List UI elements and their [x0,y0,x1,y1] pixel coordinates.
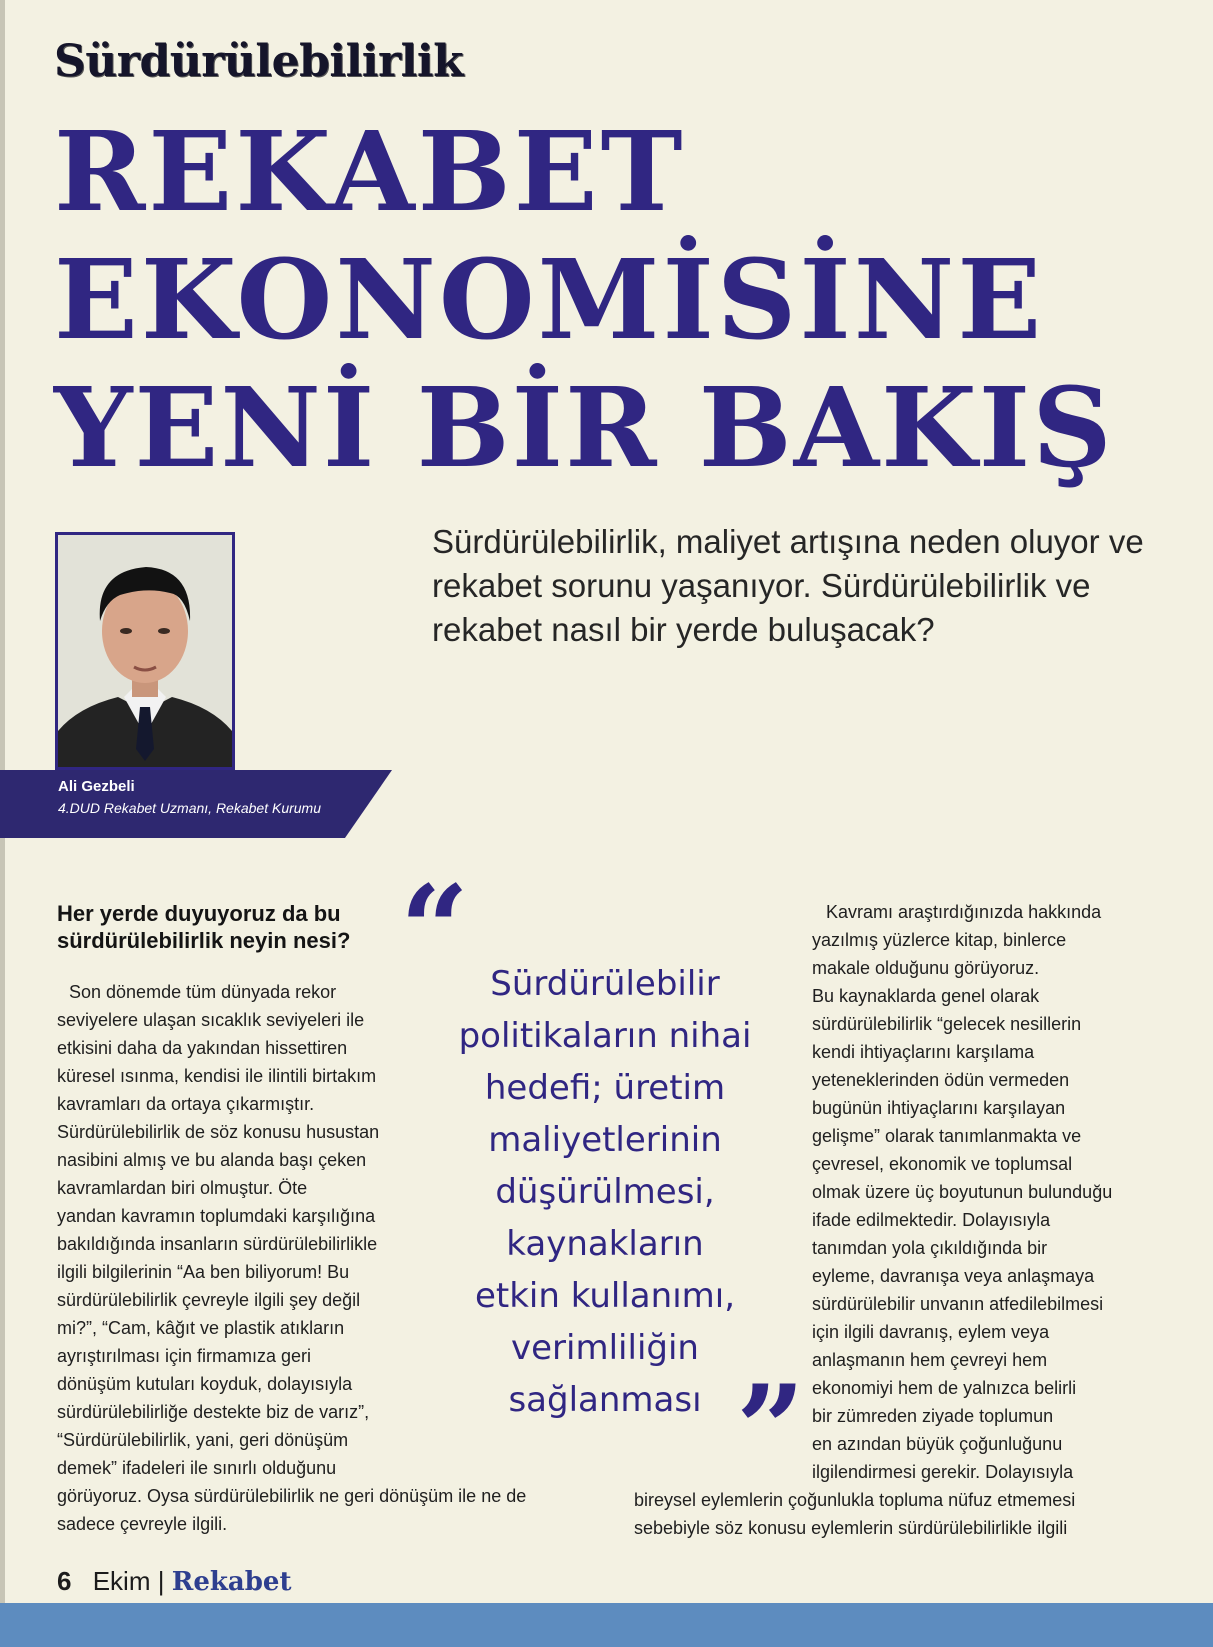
body-line: ilgili bilgilerinin “Aa ben biliyorum! Bu [57,1262,350,1282]
close-quote-mark: ” [736,1359,806,1500]
body-line: sürdürülebilirlik “gelecek nesillerin [812,1014,1082,1034]
body-line: olmak üzere üç boyutunun bulunduğu [812,1182,1113,1202]
body-line: yandan kavramın toplumdaki karşılığına [57,1206,376,1226]
section-label: Sürdürülebilirlik [54,36,464,87]
headline [54,108,1114,492]
issue-month: Ekim [92,1566,151,1596]
pull-quote-line: politikaların nihai [458,1016,752,1056]
body-line: kavramlardan biri olmuştur. Öte [57,1178,308,1198]
magazine-name: Rekabet [171,1567,292,1597]
body-line: bireysel eylemlerin çoğunlukla topluma nüfuz etmemesi [634,1490,1076,1510]
body-line: tanımdan yola çıkıldığında bir [812,1238,1048,1258]
body-line: Sürdürülebilirlik de söz konusu husustan [57,1122,380,1142]
body-line: görüyoruz. Oysa sürdürülebilirlik ne geri dönüşüm ile ne de [57,1486,527,1506]
pull-quote-line: maliyetlerinin [488,1120,722,1160]
body-line: gelişme” olarak tanımlanmakta ve [812,1126,1082,1146]
body-line: yazılmış yüzlerce kitap, binlerce [812,930,1067,950]
subheading: Her yerde duyuyoruz da bu sürdürülebilirlik neyin nesi? [57,901,351,953]
body-line: en azından büyük çoğunluğunu [812,1434,1063,1454]
body-line: bugünün ihtiyaçlarını karşılayan [812,1098,1066,1118]
pull-quote-line: kaynakların [506,1224,704,1264]
pull-quote-line: etkin kullanımı, [474,1276,736,1316]
body-line: ayrıştırılması için firmamıza geri [57,1346,312,1366]
footer-separator: | [157,1566,165,1596]
body-line: sadece çevreyle ilgili. [57,1514,228,1534]
body-line: bir zümreden ziyade toplumun [812,1406,1054,1426]
author-title: 4.DUD Rekabet Uzmanı, Rekabet Kurumu [58,800,321,816]
page-footer [57,1566,291,1597]
pull-quote-line: sağlanması [508,1380,702,1420]
pull-quote-line: hedefi; üretim [484,1068,726,1108]
body-line: anlaşmanın hem çevreyi hem [812,1350,1048,1370]
body-line: Bu kaynaklarda genel olarak [812,986,1040,1006]
body-line: Kavramı araştırdığınızda hakkında [826,902,1102,922]
body-line: nasibini almış ve bu alanda başı çeken [57,1150,367,1170]
body-line: ekonomiyi hem de yalnızca belirli [812,1378,1077,1398]
author-portrait-image [58,535,232,767]
author-photo [55,532,235,770]
body-line: “Sürdürülebilirlik, yani, geri dönüşüm [57,1430,349,1450]
body-line: makale olduğunu görüyoruz. [812,958,1040,978]
body-line: Son dönemde tüm dünyada rekor [69,982,337,1002]
open-quote-mark: “ [400,859,470,1000]
pull-quote-line: Sürdürülebilir [490,964,720,1004]
author-name: Ali Gezbeli [58,778,135,795]
body-line: çevresel, ekonomik ve toplumsal [812,1154,1073,1174]
body-line: sürdürülebilirlik çevreyle ilgili şey değil [57,1290,361,1310]
body-line: sürdürülebilirliğe destekte biz de varız”, [57,1402,370,1422]
body-line: mi?”, “Cam, kâğıt ve plastik atıkların [57,1318,345,1338]
body-line: sebebiyle söz konusu eylemlerin sürdürülebilirlikle ilgili [634,1518,1068,1538]
body-line: demek” ifadeleri ile sınırlı olduğunu [57,1458,337,1478]
body-line: yeteneklerinden ödün vermeden [812,1070,1070,1090]
body-line: seviyelere ulaşan sıcaklık seviyeleri ile [57,1010,365,1030]
body-line: kendi ihtiyaçlarını karşılama [812,1042,1035,1062]
headline-line-1: REKABET [54,107,686,236]
pull-quote [430,958,780,1426]
body-line: için ilgili davranış, eylem veya [812,1322,1050,1342]
pull-quote-line: düşürülmesi, [495,1172,715,1212]
right-column [812,898,1112,1486]
lead-paragraph: Sürdürülebilirlik, maliyet artışına neden oluyor ve rekabet sorunu yaşanıyor. Sürdürülebilirlik ve rekabet nasıl bir yerde buluşacak? [432,523,1144,648]
body-line: kavramları da ortaya çıkarmıştır. [57,1094,315,1114]
body-line: dönüşüm kutuları koyduk, dolayısıyla [57,1374,353,1394]
body-line: etkisini daha da yakından hissettiren [57,1038,348,1058]
pull-quote-line: verimliliğin [511,1328,699,1368]
body-line: bakıldığında insanların sürdürülebilirlikle [57,1234,378,1254]
body-line: ilgilendirmesi gerekir. Dolayısıyla [812,1462,1074,1482]
body-line: eyleme, davranışa veya anlaşmaya [812,1266,1095,1286]
bottom-color-band [0,1603,1213,1647]
body-line: küresel ısınma, kendisi ile ilintili birtakım [57,1066,377,1086]
headline-line-3: YENİ BİR BAKIŞ [54,363,1114,492]
body-line: ifade edilmektedir. Dolayısıyla [812,1210,1051,1230]
page-number: 6 [57,1566,72,1596]
headline-line-2: EKONOMİSİNE [54,235,1045,364]
body-line: sürdürülebilir unvanın atfedilebilmesi [812,1294,1104,1314]
bottom-continuation [634,1486,1075,1542]
